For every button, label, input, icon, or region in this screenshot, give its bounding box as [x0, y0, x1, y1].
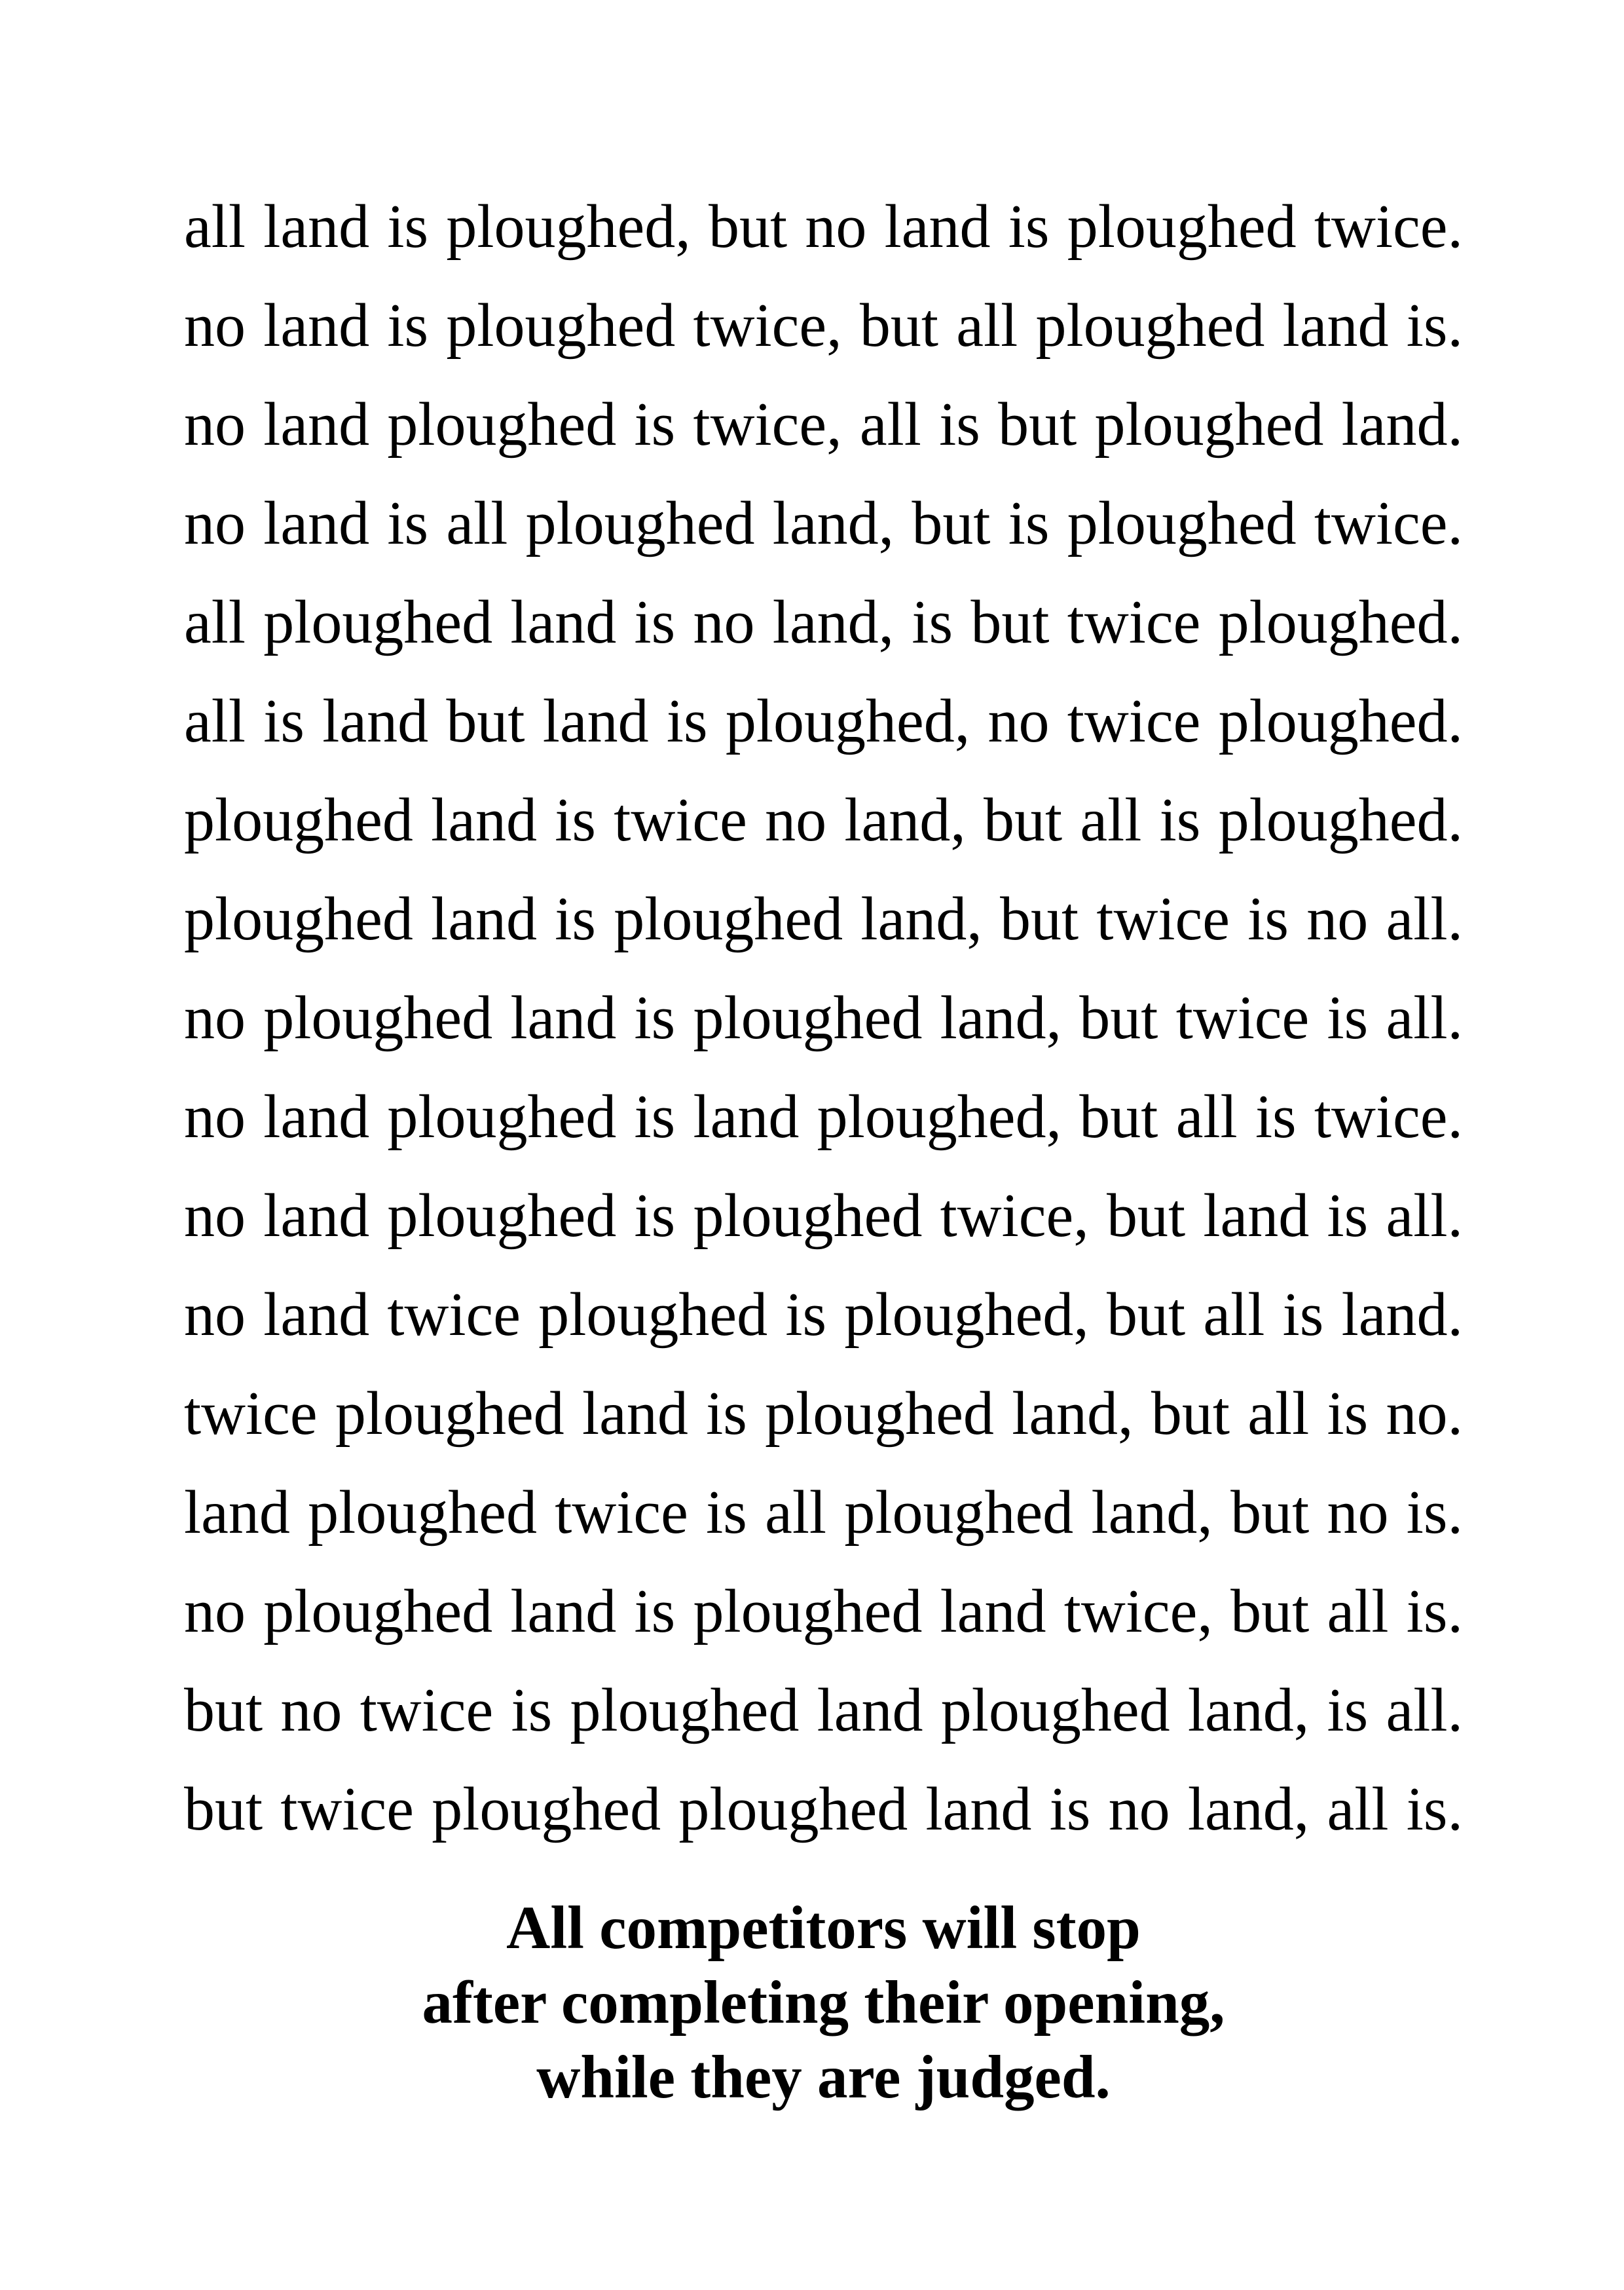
poem-line: no land is all ploughed land, but is ploughed twice. [184, 489, 1463, 557]
notice-line: All competitors will stop [506, 1894, 1141, 1962]
poem-line: no land ploughed is land ploughed, but all is twice. [184, 1083, 1463, 1151]
competitor-notice [184, 1891, 1463, 2115]
poem-line: no land ploughed is twice, all is but ploughed land. [184, 390, 1463, 459]
poem-line: no land ploughed is ploughed twice, but land is all. [184, 1182, 1463, 1250]
notice-line: while they are judged. [536, 2044, 1111, 2111]
poem-line: all land is ploughed, but no land is ploughed twice. [184, 193, 1463, 261]
poem-line: no land is ploughed twice, but all ploughed land is. [184, 291, 1463, 360]
poem-line: all is land but land is ploughed, no twice ploughed. [184, 687, 1463, 755]
poem-line: but no twice is ploughed land ploughed land, is all. [184, 1676, 1463, 1744]
poem-line: no land twice ploughed is ploughed, but all is land. [184, 1281, 1463, 1349]
poem-line: ploughed land is twice no land, but all is ploughed. [184, 786, 1463, 854]
poem-line: ploughed land is ploughed land, but twice is no all. [184, 885, 1463, 953]
poem-line: no ploughed land is ploughed land twice, but all is. [184, 1577, 1463, 1645]
poem-line: but twice ploughed ploughed land is no land, all is. [184, 1775, 1463, 1843]
poem-line: no ploughed land is ploughed land, but twice is all. [184, 984, 1463, 1052]
poem-line: twice ploughed land is ploughed land, but all is no. [184, 1380, 1463, 1448]
poem-line: all ploughed land is no land, is but twice ploughed. [184, 588, 1463, 656]
poem [184, 178, 1463, 1859]
notice-line: after completing their opening, [422, 1969, 1225, 2037]
poem-line: land ploughed twice is all ploughed land, but no is. [184, 1478, 1463, 1547]
